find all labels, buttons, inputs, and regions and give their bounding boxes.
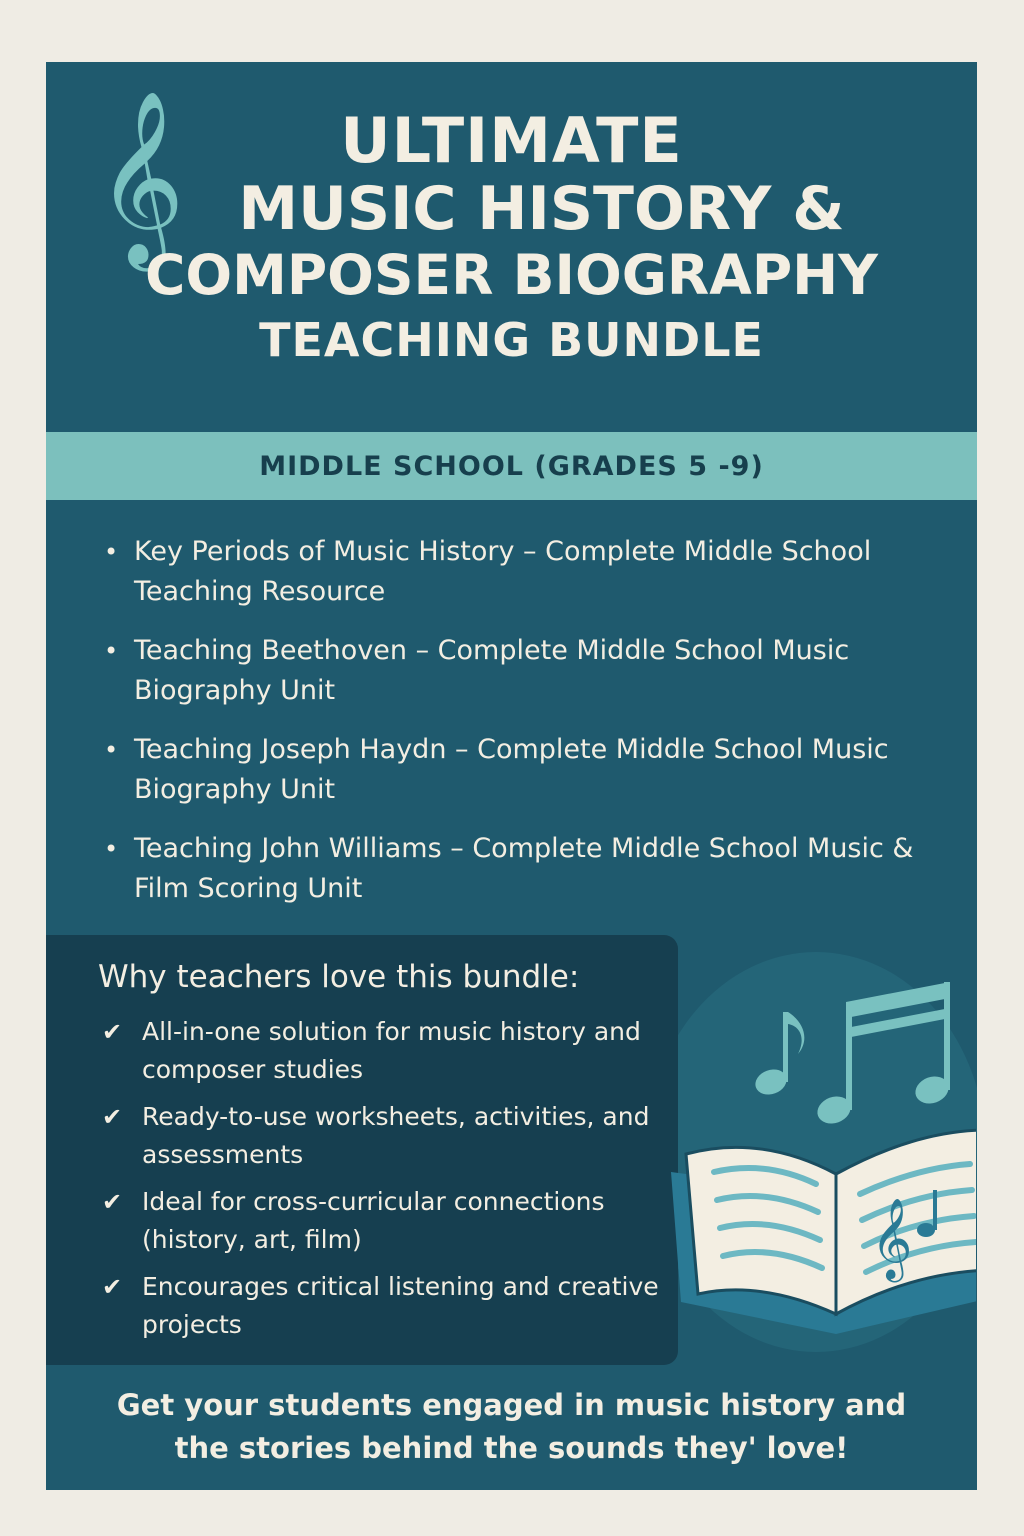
open-book-icon <box>671 1130 976 1334</box>
bullet-dot-icon: • <box>104 736 119 764</box>
svg-text:𝄞: 𝄞 <box>871 1197 913 1279</box>
bullet-dot-icon: • <box>104 538 119 566</box>
checkmark-icon: ✔ <box>102 1273 123 1301</box>
why-box <box>46 935 678 1365</box>
bundle-item-list <box>104 532 924 928</box>
music-notes-icon <box>752 982 953 1128</box>
page-title <box>46 106 977 372</box>
bundle-item-text: Key Periods of Music History – Complete Middle School Teaching Resource <box>134 536 872 607</box>
book-illustration <box>626 962 976 1342</box>
benefit-text: Ideal for cross-curricular connections (history, art, film) <box>142 1187 605 1254</box>
cta-line-1: Get your students engaged in music history and <box>116 1388 907 1422</box>
title-line-3: COMPOSER BIOGRAPHY <box>145 243 878 307</box>
checkmark-icon: ✔ <box>102 1018 123 1046</box>
benefit-item <box>102 1013 662 1089</box>
benefit-item <box>102 1268 662 1344</box>
benefit-text: Ready-to-use worksheets, activities, and assessments <box>142 1102 650 1169</box>
benefit-item <box>102 1183 662 1259</box>
bundle-item-text: Teaching Joseph Haydn – Complete Middle School Music Biography Unit <box>134 734 889 805</box>
checkmark-icon: ✔ <box>102 1188 123 1216</box>
benefit-text: Encourages critical listening and creative projects <box>142 1272 659 1339</box>
cta-line-2: the stories behind the sounds they' love! <box>174 1431 849 1465</box>
bundle-item-text: Teaching John Williams – Complete Middle School Music & Film Scoring Unit <box>134 833 914 904</box>
benefit-text: All-in-one solution for music history and composer studies <box>142 1017 641 1084</box>
title-line-2: MUSIC HISTORY & <box>238 174 845 244</box>
bundle-item <box>104 829 924 909</box>
bullet-dot-icon: • <box>104 835 119 863</box>
grade-level-band: MIDDLE SCHOOL (GRADES 5 -9) <box>46 432 977 500</box>
bundle-item <box>104 730 924 810</box>
poster <box>46 62 977 1490</box>
why-title: Why teachers love this bundle: <box>98 959 580 995</box>
checkmark-icon: ✔ <box>102 1103 123 1131</box>
benefit-item <box>102 1098 662 1174</box>
title-line-1: ULTIMATE <box>340 104 683 177</box>
bundle-item-text: Teaching Beethoven – Complete Middle School Music Biography Unit <box>134 635 850 706</box>
bundle-item <box>104 532 924 612</box>
title-line-4: TEACHING BUNDLE <box>259 313 764 367</box>
call-to-action <box>46 1384 977 1470</box>
treble-clef-icon: 𝄞 <box>96 90 185 264</box>
bullet-dot-icon: • <box>104 637 119 665</box>
bundle-item <box>104 631 924 711</box>
benefit-list <box>102 1013 662 1353</box>
